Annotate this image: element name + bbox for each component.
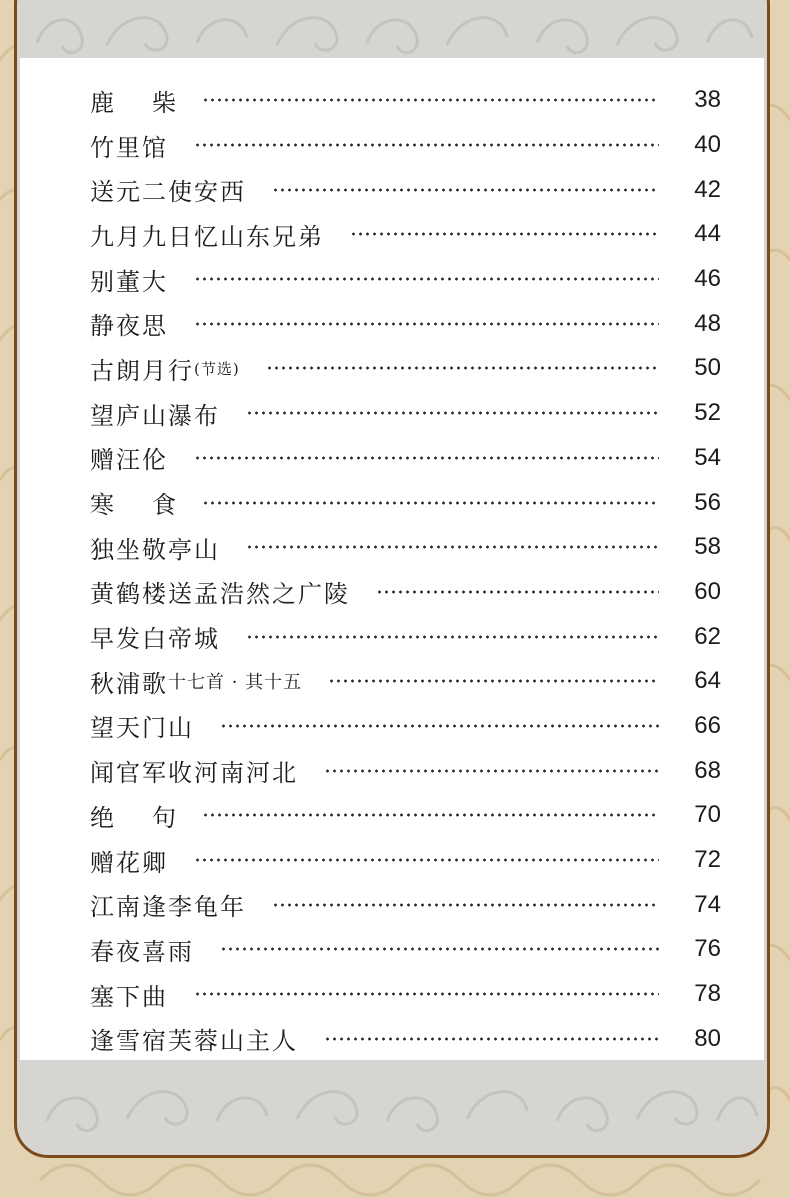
toc-row[interactable] (90, 78, 721, 123)
toc-row[interactable] (90, 972, 721, 1017)
toc-title: 早发白帝城 (90, 625, 220, 654)
toc-title: 赠花卿 (90, 848, 168, 877)
dot-leader (246, 410, 659, 416)
toc-row[interactable] (90, 793, 721, 838)
dot-leader (194, 142, 659, 148)
toc-title: 江南逢李龟年 (90, 893, 246, 922)
toc-title: 独坐敬亭山 (90, 535, 220, 564)
toc-row[interactable] (90, 882, 721, 927)
toc-row[interactable] (90, 570, 721, 615)
toc-title-last-char: 食 (152, 491, 176, 520)
dot-leader (220, 723, 659, 729)
dot-leader (194, 857, 659, 863)
dot-leader (220, 946, 659, 952)
toc-page-number: 66 (694, 711, 721, 739)
toc-page-number: 80 (694, 1024, 721, 1052)
toc-title-note: 十七首 · 其十五 (168, 672, 303, 694)
dot-leader (246, 544, 659, 550)
toc-row[interactable] (90, 391, 721, 436)
dot-leader (194, 991, 659, 997)
dot-leader (202, 97, 659, 103)
toc-row[interactable] (90, 1016, 721, 1061)
toc-title: 望庐山瀑布 (90, 401, 220, 430)
toc-row[interactable] (90, 167, 721, 212)
table-of-contents (90, 78, 721, 1061)
toc-title: 鹿柴 (90, 88, 176, 117)
toc-row[interactable] (90, 614, 721, 659)
toc-row[interactable] (90, 525, 721, 570)
toc-page-number: 52 (694, 399, 721, 427)
dot-leader (350, 231, 659, 237)
toc-title-last-char: 句 (152, 803, 176, 832)
dot-leader (324, 1036, 659, 1042)
toc-page-number: 64 (694, 667, 721, 695)
toc-title: 别董大 (90, 267, 168, 296)
toc-title: 赠汪伦 (90, 446, 168, 475)
toc-page-number: 74 (694, 890, 721, 918)
toc-title: 望天门山 (90, 714, 194, 743)
dot-leader (266, 365, 659, 371)
toc-title-note: (节选) (194, 359, 240, 378)
toc-title: 静夜思 (90, 312, 168, 341)
toc-page-number: 46 (694, 265, 721, 293)
toc-title: 九月九日忆山东兄弟 (90, 222, 324, 251)
toc-page-number: 72 (694, 846, 721, 874)
toc-row[interactable] (90, 123, 721, 168)
toc-row[interactable] (90, 480, 721, 525)
toc-title: 闻官军收河南河北 (90, 759, 298, 788)
toc-title: 黄鹤楼送孟浩然之广陵 (90, 580, 350, 609)
bottom-ornament-band (17, 1071, 767, 1155)
toc-page-number: 54 (694, 443, 721, 471)
page-frame (14, 0, 770, 1158)
toc-title: 春夜喜雨 (90, 937, 194, 966)
toc-row[interactable] (90, 748, 721, 793)
dot-leader (246, 634, 659, 640)
toc-page-number: 60 (694, 577, 721, 605)
dot-leader (272, 187, 659, 193)
toc-page-number: 78 (694, 980, 721, 1008)
dot-leader (376, 589, 659, 595)
toc-title: 塞下曲 (90, 982, 168, 1011)
toc-page-number: 38 (694, 86, 721, 114)
dot-leader (272, 902, 659, 908)
toc-title: 绝句 (90, 803, 176, 832)
toc-title: 秋浦歌 (90, 669, 168, 698)
dot-leader (202, 500, 659, 506)
toc-title: 竹里馆 (90, 133, 168, 162)
toc-row[interactable] (90, 704, 721, 749)
toc-page (20, 58, 764, 1060)
toc-page-number: 68 (694, 756, 721, 784)
dot-leader (194, 455, 659, 461)
toc-row[interactable] (90, 659, 721, 704)
toc-page-number: 40 (694, 131, 721, 159)
toc-title: 寒食 (90, 491, 176, 520)
toc-page-number: 48 (694, 309, 721, 337)
toc-row[interactable] (90, 436, 721, 481)
toc-page-number: 56 (694, 488, 721, 516)
toc-row[interactable] (90, 212, 721, 257)
dot-leader (328, 678, 659, 684)
toc-page-number: 44 (694, 220, 721, 248)
toc-page-number: 70 (694, 801, 721, 829)
toc-row[interactable] (90, 927, 721, 972)
toc-title: 古朗月行 (90, 356, 194, 385)
toc-page-number: 76 (694, 935, 721, 963)
toc-row[interactable] (90, 346, 721, 391)
toc-page-number: 58 (694, 533, 721, 561)
dot-leader (194, 321, 659, 327)
toc-page-number: 42 (694, 175, 721, 203)
toc-title-last-char: 柴 (152, 88, 176, 117)
toc-page-number: 50 (694, 354, 721, 382)
toc-page-number: 62 (694, 622, 721, 650)
toc-title: 逢雪宿芙蓉山主人 (90, 1027, 298, 1056)
toc-row[interactable] (90, 301, 721, 346)
toc-row[interactable] (90, 257, 721, 302)
top-ornament-band (17, 0, 767, 57)
dot-leader (194, 276, 659, 282)
toc-row[interactable] (90, 838, 721, 883)
toc-title: 送元二使安西 (90, 178, 246, 207)
dot-leader (324, 768, 659, 774)
dot-leader (202, 812, 659, 818)
